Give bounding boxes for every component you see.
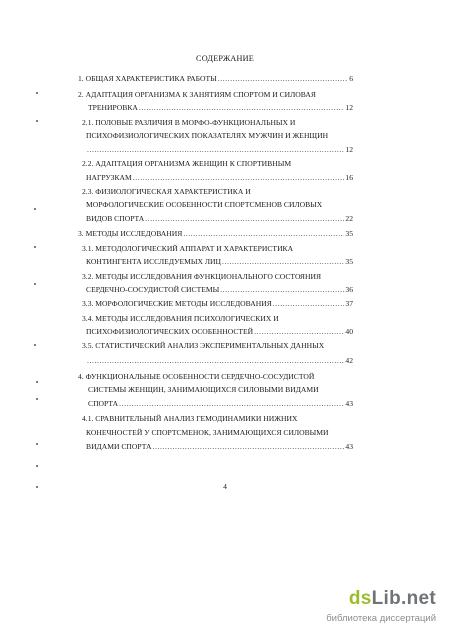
toc-page-number: 36 <box>345 285 353 294</box>
toc-entry-text: ВИДОВ СПОРТА <box>86 214 145 223</box>
toc-page-number: 40 <box>345 327 353 336</box>
toc-entry-text: 3.4. МЕТОДЫ ИССЛЕДОВАНИЯ ПСИХОЛОГИЧЕСКИХ И <box>82 314 279 323</box>
toc-entry-text: НАГРУЗКАМ <box>86 173 132 182</box>
toc-leader-dots <box>220 285 344 295</box>
watermark-subtitle: библиотека диссертаций <box>326 613 436 624</box>
toc-leader-dots <box>87 356 344 366</box>
toc-entry <box>82 272 321 282</box>
toc-entry-text: 2.1. ПОЛОВЫЕ РАЗЛИЧИЯ В МОРФО-ФУНКЦИОНАЛЬНЫХ И <box>82 118 296 127</box>
toc-leader-dots <box>222 257 344 267</box>
toc-entry <box>82 187 251 197</box>
toc-entry-text: 1. ОБЩАЯ ХАРАКТЕРИСТИКА РАБОТЫ <box>78 74 217 83</box>
toc-entry-text: 3. МЕТОДЫ ИССЛЕДОВАНИЯ <box>78 229 183 238</box>
toc-entry-text: 2.2. АДАПТАЦИЯ ОРГАНИЗМА ЖЕНЩИН К СПОРТИВНЫМ <box>82 159 292 168</box>
toc-page-number: 37 <box>345 299 353 308</box>
toc-page-number: 43 <box>345 442 353 451</box>
toc-entry <box>78 229 353 239</box>
toc-entry <box>82 244 293 254</box>
toc-entry <box>82 159 291 169</box>
toc-page-number: 35 <box>345 229 353 238</box>
toc-page-number: 12 <box>345 103 353 112</box>
toc-entry-text: СИСТЕМЫ ЖЕНЩИН, ЗАНИМАЮЩИХСЯ СИЛОВЫМИ ВИДАМИ <box>88 385 319 394</box>
toc-leader-dots <box>119 399 344 409</box>
watermark-brand-green: ds <box>348 588 372 609</box>
toc-leader-dots <box>133 173 345 183</box>
scan-speck <box>34 208 36 210</box>
toc-entry <box>86 145 353 155</box>
toc-leader-dots <box>183 229 344 239</box>
toc-entry <box>78 74 353 84</box>
toc-entry <box>86 285 353 295</box>
toc-entry-text: 3.3. МОРФОЛОГИЧЕСКИЕ МЕТОДЫ ИССЛЕДОВАНИЯ <box>82 299 272 308</box>
toc-entry <box>86 257 353 267</box>
toc-leader-dots <box>145 214 344 224</box>
page-number: 4 <box>223 482 227 491</box>
toc-entry-text: СПОРТА <box>88 399 119 408</box>
toc-entry-text: ПСИХОФИЗИОЛОГИЧЕСКИХ ОСОБЕННОСТЕЙ <box>86 327 254 336</box>
toc-entry <box>86 214 353 224</box>
scan-speck <box>34 283 36 285</box>
toc-entry <box>86 428 329 438</box>
toc-entry <box>88 399 353 409</box>
scan-speck <box>36 120 38 122</box>
toc-entry-text: 3.5. СТАТИСТИЧЕСКИЙ АНАЛИЗ ЭКСПЕРИМЕНТАЛЬНЫХ ДАННЫХ <box>82 341 325 350</box>
toc-page-number: 42 <box>345 356 353 365</box>
toc-entry-text: 4. ФУНКЦИОНАЛЬНЫЕ ОСОБЕННОСТИ СЕРДЕЧНО-СОСУДИСТОЙ <box>78 372 315 381</box>
toc-entry <box>78 90 316 100</box>
scan-speck <box>34 344 36 346</box>
toc-entry-text: МОРФОЛОГИЧЕСКИЕ ОСОБЕННОСТИ СПОРТСМЕНОВ СИЛОВЫХ <box>86 200 323 209</box>
toc-entry <box>86 131 328 141</box>
scan-speck <box>36 398 38 400</box>
dslib-watermark <box>326 588 436 628</box>
toc-leader-dots <box>87 145 344 155</box>
scan-speck <box>36 381 38 383</box>
toc-entry <box>86 327 353 337</box>
scan-speck <box>36 92 38 94</box>
toc-entry-text: ПСИХОФИЗИОЛОГИЧЕСКИХ ПОКАЗАТЕЛЯХ МУЖЧИН И ЖЕНЩИН <box>86 131 329 140</box>
toc-entry <box>86 200 322 210</box>
toc-page-number: 6 <box>349 74 353 83</box>
toc-entry-text: КОНТИНГЕНТА ИССЛЕДУЕМЫХ ЛИЦ <box>86 257 221 266</box>
toc-entry <box>78 372 314 382</box>
toc-entry-text: 3.2. МЕТОДЫ ИССЛЕДОВАНИЯ ФУНКЦИОНАЛЬНОГО СОСТОЯНИЯ <box>82 272 322 281</box>
toc-entry <box>82 299 353 309</box>
toc-entry-text: 2.3. ФИЗИОЛОГИЧЕСКАЯ ХАРАКТЕРИСТИКА И <box>82 187 251 196</box>
toc-entry-text: 3.1. МЕТОДОЛОГИЧЕСКИЙ АППАРАТ И ХАРАКТЕРИСТИКА <box>82 244 294 253</box>
toc-entry <box>86 173 353 183</box>
toc-page-number: 22 <box>345 214 353 223</box>
toc-leader-dots <box>139 103 345 113</box>
toc-entry-text: 4.1. СРАВНИТЕЛЬНЫЙ АНАЛИЗ ГЕМОДИНАМИКИ НИЖНИХ <box>82 414 298 423</box>
watermark-brand-gray: Lib.net <box>371 588 436 609</box>
toc-entry-text: ТРЕНИРОВКА <box>88 103 138 112</box>
toc-entry <box>86 356 353 366</box>
toc-entry-text: 2. АДАПТАЦИЯ ОРГАНИЗМА К ЗАНЯТИЯМ СПОРТОМ И СИЛОВАЯ <box>78 90 316 99</box>
toc-page-number: 35 <box>345 257 353 266</box>
toc-entry-text: СЕРДЕЧНО-СОСУДИСТОЙ СИСТЕМЫ <box>86 285 220 294</box>
toc-entry <box>82 414 298 424</box>
toc-page-number: 16 <box>345 173 353 182</box>
toc-leader-dots <box>254 327 344 337</box>
scan-speck <box>34 246 36 248</box>
scan-speck <box>36 443 38 445</box>
scan-speck <box>36 486 38 488</box>
toc-page-number: 43 <box>345 399 353 408</box>
toc-entry <box>86 442 353 452</box>
toc-page-number: 12 <box>345 145 353 154</box>
toc-entry <box>88 385 319 395</box>
watermark-logo <box>349 588 436 610</box>
toc-leader-dots <box>273 299 345 309</box>
scan-speck <box>36 465 38 467</box>
toc-entry-text: КОНЕЧНОСТЕЙ У СПОРТСМЕНОК, ЗАНИМАЮЩИХСЯ СИЛОВЫМИ <box>86 428 329 437</box>
toc-entry <box>82 118 295 128</box>
toc-entry-text: ВИДАМИ СПОРТА <box>86 442 152 451</box>
toc-leader-dots <box>152 442 344 452</box>
toc-entry <box>82 314 279 324</box>
toc-entry <box>88 103 353 113</box>
toc-entry <box>82 341 324 351</box>
page-title: СОДЕРЖАНИЕ <box>196 54 254 63</box>
toc-leader-dots <box>218 74 348 84</box>
